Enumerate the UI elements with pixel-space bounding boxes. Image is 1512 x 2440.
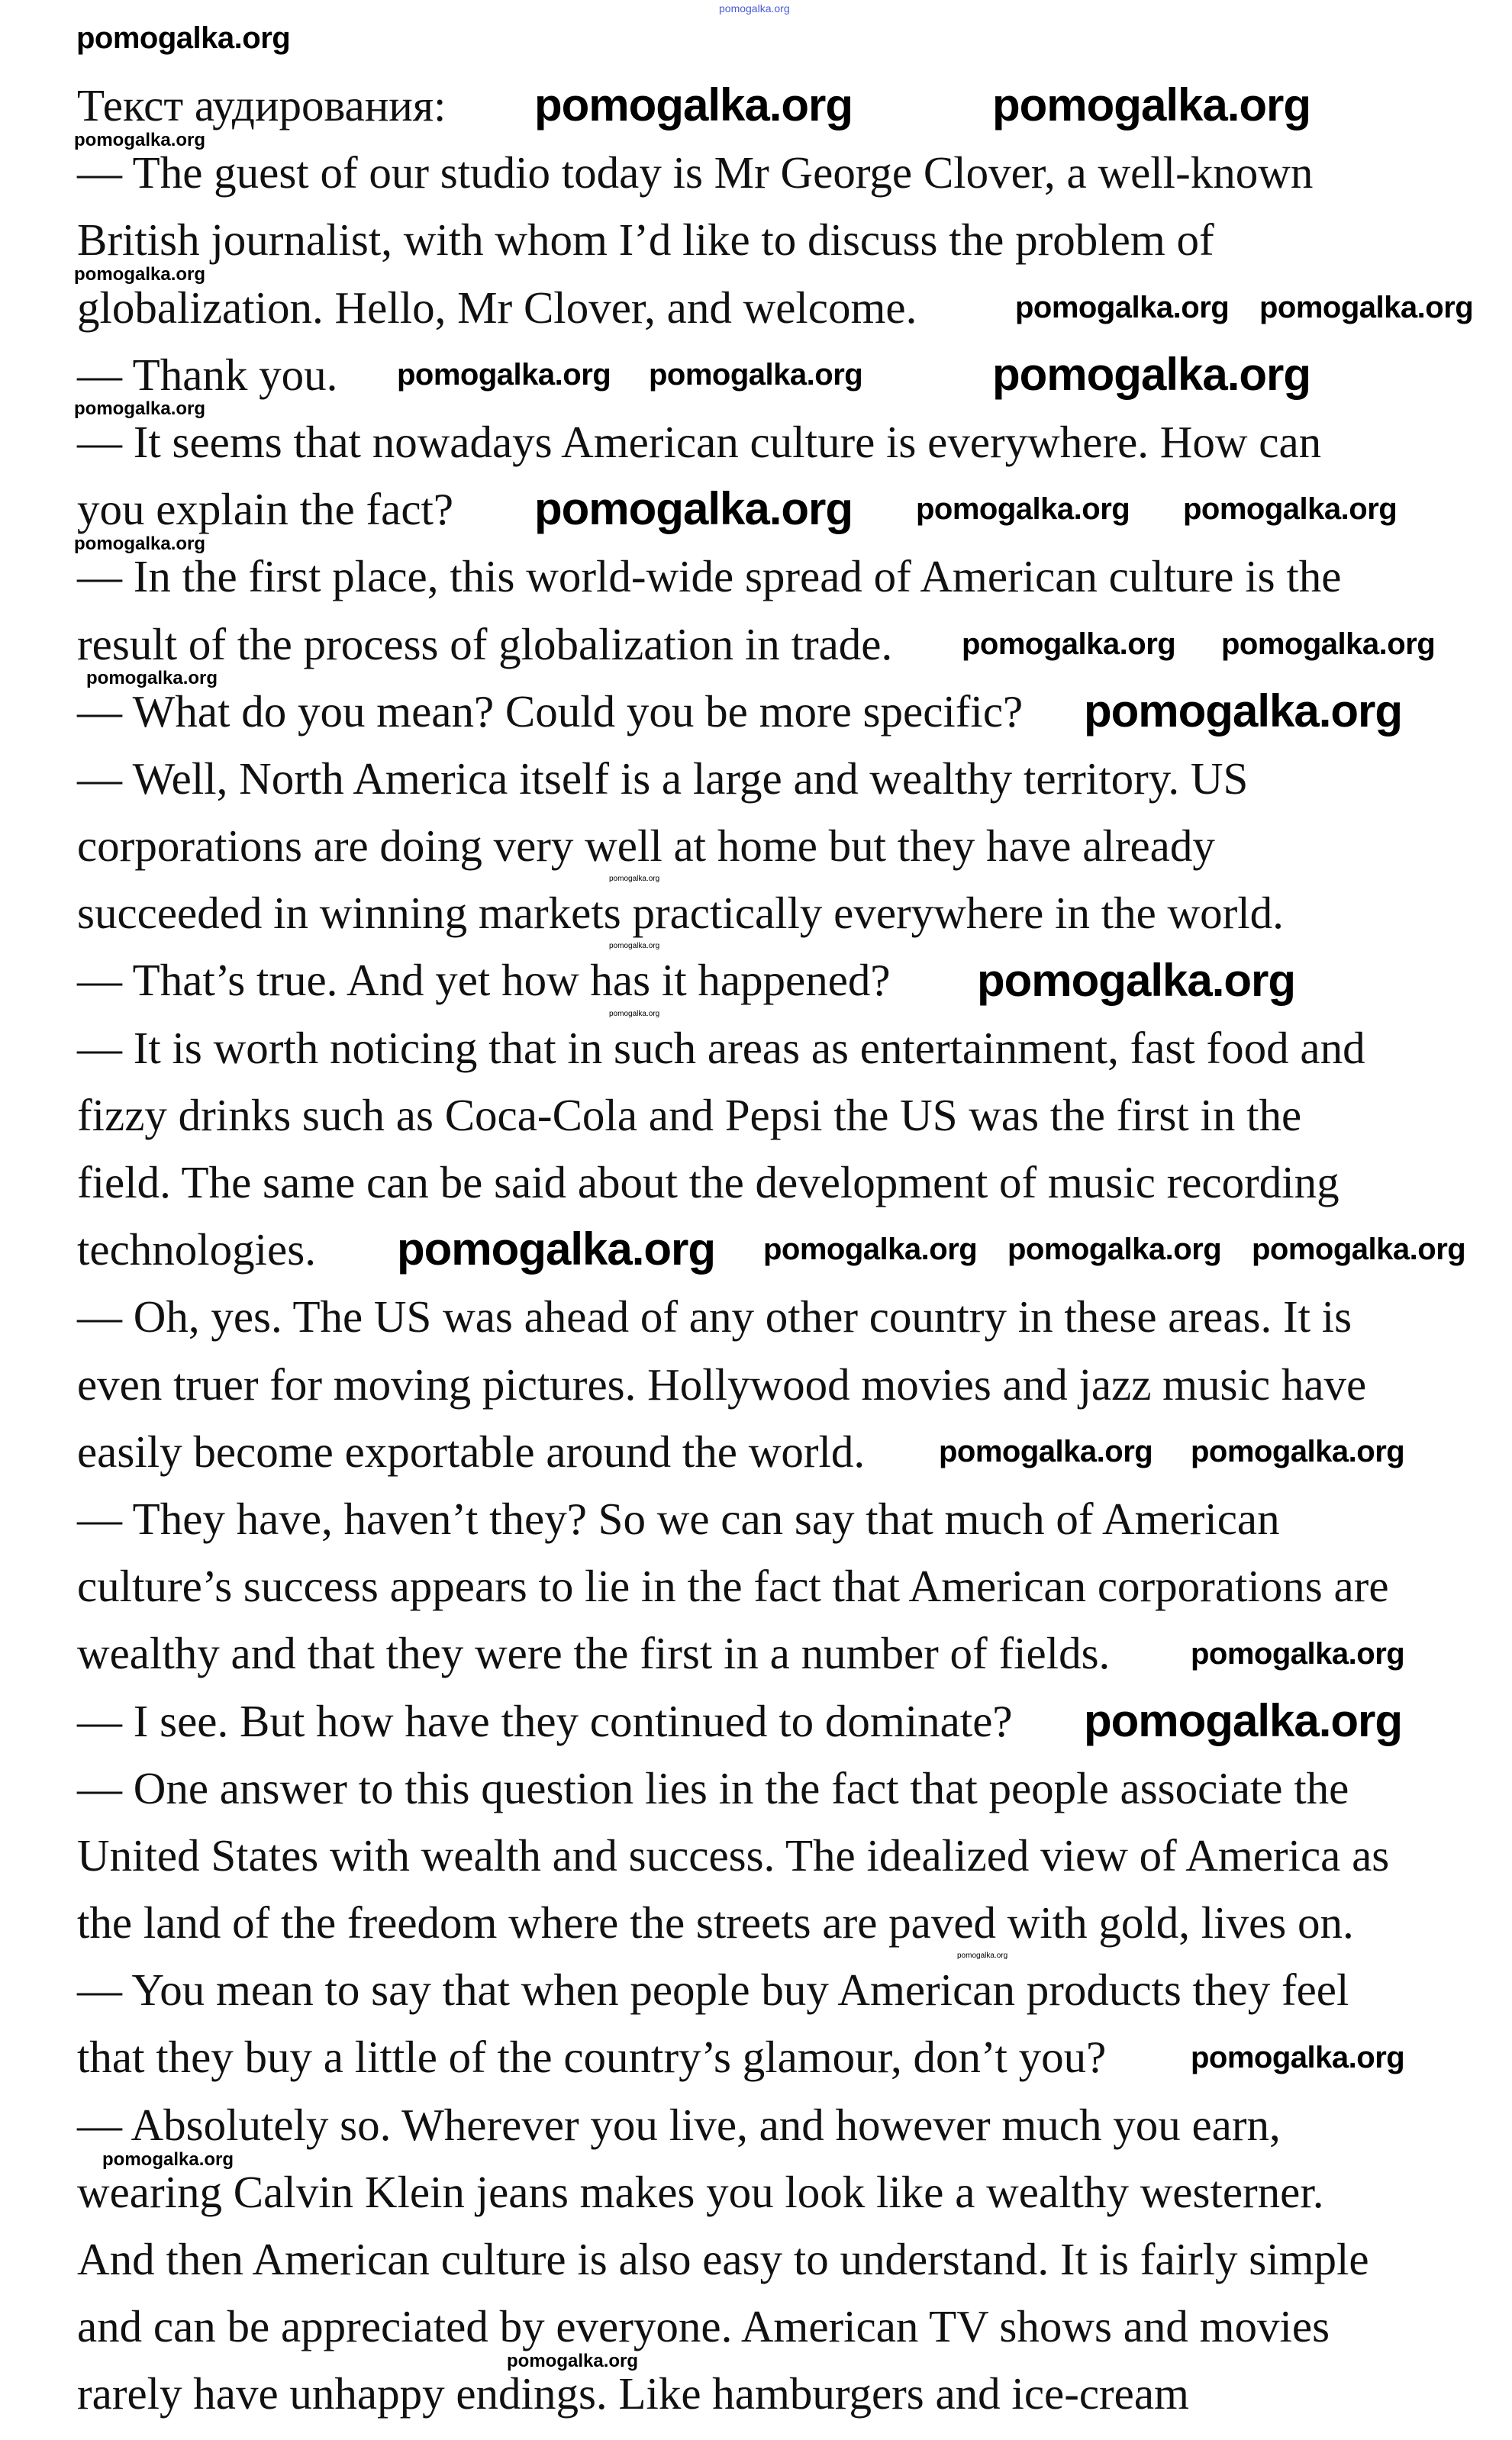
text-line: field. The same can be said about the development of music recording bbox=[77, 1157, 1340, 1207]
watermark: pomogalka.org bbox=[609, 942, 660, 950]
watermark: pomogalka.org bbox=[719, 2, 790, 15]
text-line: the land of the freedom where the streets are paved with gold, lives on. bbox=[77, 1897, 1354, 1948]
watermark: pomogalka.org bbox=[76, 21, 291, 55]
watermark: pomogalka.org bbox=[992, 349, 1311, 400]
watermark: pomogalka.org bbox=[74, 264, 206, 285]
watermark: pomogalka.org bbox=[609, 1010, 660, 1018]
text-line: — In the first place, this world-wide spread of American culture is the bbox=[77, 551, 1342, 602]
text-line: that they buy a little of the country’s glamour, don’t you? bbox=[77, 2032, 1107, 2083]
text-line: easily become exportable around the world. bbox=[77, 1426, 866, 1477]
watermark: pomogalka.org bbox=[957, 1952, 1008, 1960]
text-line: culture’s success appears to lie in the fact that American corporations are bbox=[77, 1561, 1389, 1612]
watermark: pomogalka.org bbox=[86, 668, 218, 688]
text-line: succeeded in winning markets practically everywhere in the world. bbox=[77, 888, 1284, 939]
watermark: pomogalka.org bbox=[649, 358, 863, 392]
watermark: pomogalka.org bbox=[1191, 1435, 1405, 1468]
watermark: pomogalka.org bbox=[1084, 1695, 1403, 1746]
heading: Текст аудирования: bbox=[77, 80, 447, 131]
text-line: — Thank you. bbox=[77, 349, 338, 400]
text-line: — It seems that nowadays American culture is everywhere. How can bbox=[77, 416, 1322, 467]
text-line: result of the process of globalization in trade. bbox=[77, 618, 893, 669]
watermark: pomogalka.org bbox=[916, 492, 1130, 526]
watermark: pomogalka.org bbox=[74, 130, 206, 150]
watermark: pomogalka.org bbox=[962, 627, 1176, 661]
watermark: pomogalka.org bbox=[1259, 291, 1474, 324]
text-line: — That’s true. And yet how has it happened? bbox=[77, 955, 891, 1006]
text-line: globalization. Hello, Mr Clover, and welcome. bbox=[77, 282, 917, 333]
text-line: — The guest of our studio today is Mr George Clover, a well-known bbox=[77, 147, 1314, 198]
watermark: pomogalka.org bbox=[1191, 1637, 1405, 1671]
text-line: you explain the fact? bbox=[77, 484, 454, 535]
text-line: — Absolutely so. Wherever you live, and however much you earn, bbox=[77, 2099, 1281, 2150]
watermark: pomogalka.org bbox=[1183, 492, 1398, 526]
watermark: pomogalka.org bbox=[1191, 2041, 1405, 2074]
watermark: pomogalka.org bbox=[763, 1233, 978, 1266]
text-line: British journalist, with whom I’d like to discuss the problem of bbox=[77, 214, 1214, 266]
watermark: pomogalka.org bbox=[534, 483, 853, 534]
watermark: pomogalka.org bbox=[397, 1223, 716, 1275]
watermark: pomogalka.org bbox=[74, 398, 206, 419]
text-line: fizzy drinks such as Coca-Cola and Pepsi the US was the first in the bbox=[77, 1089, 1302, 1140]
watermark: pomogalka.org bbox=[397, 358, 611, 392]
text-line: wearing Calvin Klein jeans makes you look like a wealthy westerner. bbox=[77, 2166, 1324, 2217]
text-line: — Oh, yes. The US was ahead of any other country in these areas. It is bbox=[77, 1291, 1352, 1342]
text-line: even truer for moving pictures. Hollywood movies and jazz music have bbox=[77, 1359, 1367, 1410]
watermark: pomogalka.org bbox=[102, 2149, 234, 2170]
watermark: pomogalka.org bbox=[1221, 627, 1436, 661]
watermark: pomogalka.org bbox=[992, 79, 1311, 131]
text-line: technologies. bbox=[77, 1224, 316, 1275]
watermark: pomogalka.org bbox=[977, 955, 1296, 1006]
text-line: — What do you mean? Could you be more specific? bbox=[77, 685, 1024, 737]
text-line: and can be appreciated by everyone. American TV shows and movies bbox=[77, 2301, 1330, 2352]
text-line: — It is worth noticing that in such areas as entertainment, fast food and bbox=[77, 1022, 1365, 1073]
text-line: corporations are doing very well at home but they have already bbox=[77, 820, 1215, 872]
text-line: — You mean to say that when people buy American products they feel bbox=[77, 1965, 1349, 2016]
watermark: pomogalka.org bbox=[1015, 291, 1230, 324]
text-line: — They have, haven’t they? So we can say that much of American bbox=[77, 1493, 1280, 1544]
text-line: And then American culture is also easy to understand. It is fairly simple bbox=[77, 2234, 1369, 2284]
watermark: pomogalka.org bbox=[1252, 1233, 1466, 1266]
text-line: — I see. But how have they continued to dominate? bbox=[77, 1695, 1013, 1746]
watermark: pomogalka.org bbox=[507, 2351, 639, 2371]
text-line: — One answer to this question lies in the fact that people associate the bbox=[77, 1762, 1349, 1813]
text-line: United States with wealth and success. The idealized view of America as bbox=[77, 1829, 1390, 1881]
watermark: pomogalka.org bbox=[534, 79, 853, 131]
text-line: wealthy and that they were the first in a number of fields. bbox=[77, 1628, 1111, 1679]
watermark: pomogalka.org bbox=[74, 533, 206, 554]
watermark: pomogalka.org bbox=[1007, 1233, 1222, 1266]
watermark: pomogalka.org bbox=[939, 1435, 1153, 1468]
text-line: rarely have unhappy endings. Like hamburgers and ice-cream bbox=[77, 2368, 1189, 2419]
watermark: pomogalka.org bbox=[609, 875, 660, 883]
text-line: — Well, North America itself is a large and wealthy territory. US bbox=[77, 753, 1249, 804]
watermark: pomogalka.org bbox=[1084, 685, 1403, 737]
